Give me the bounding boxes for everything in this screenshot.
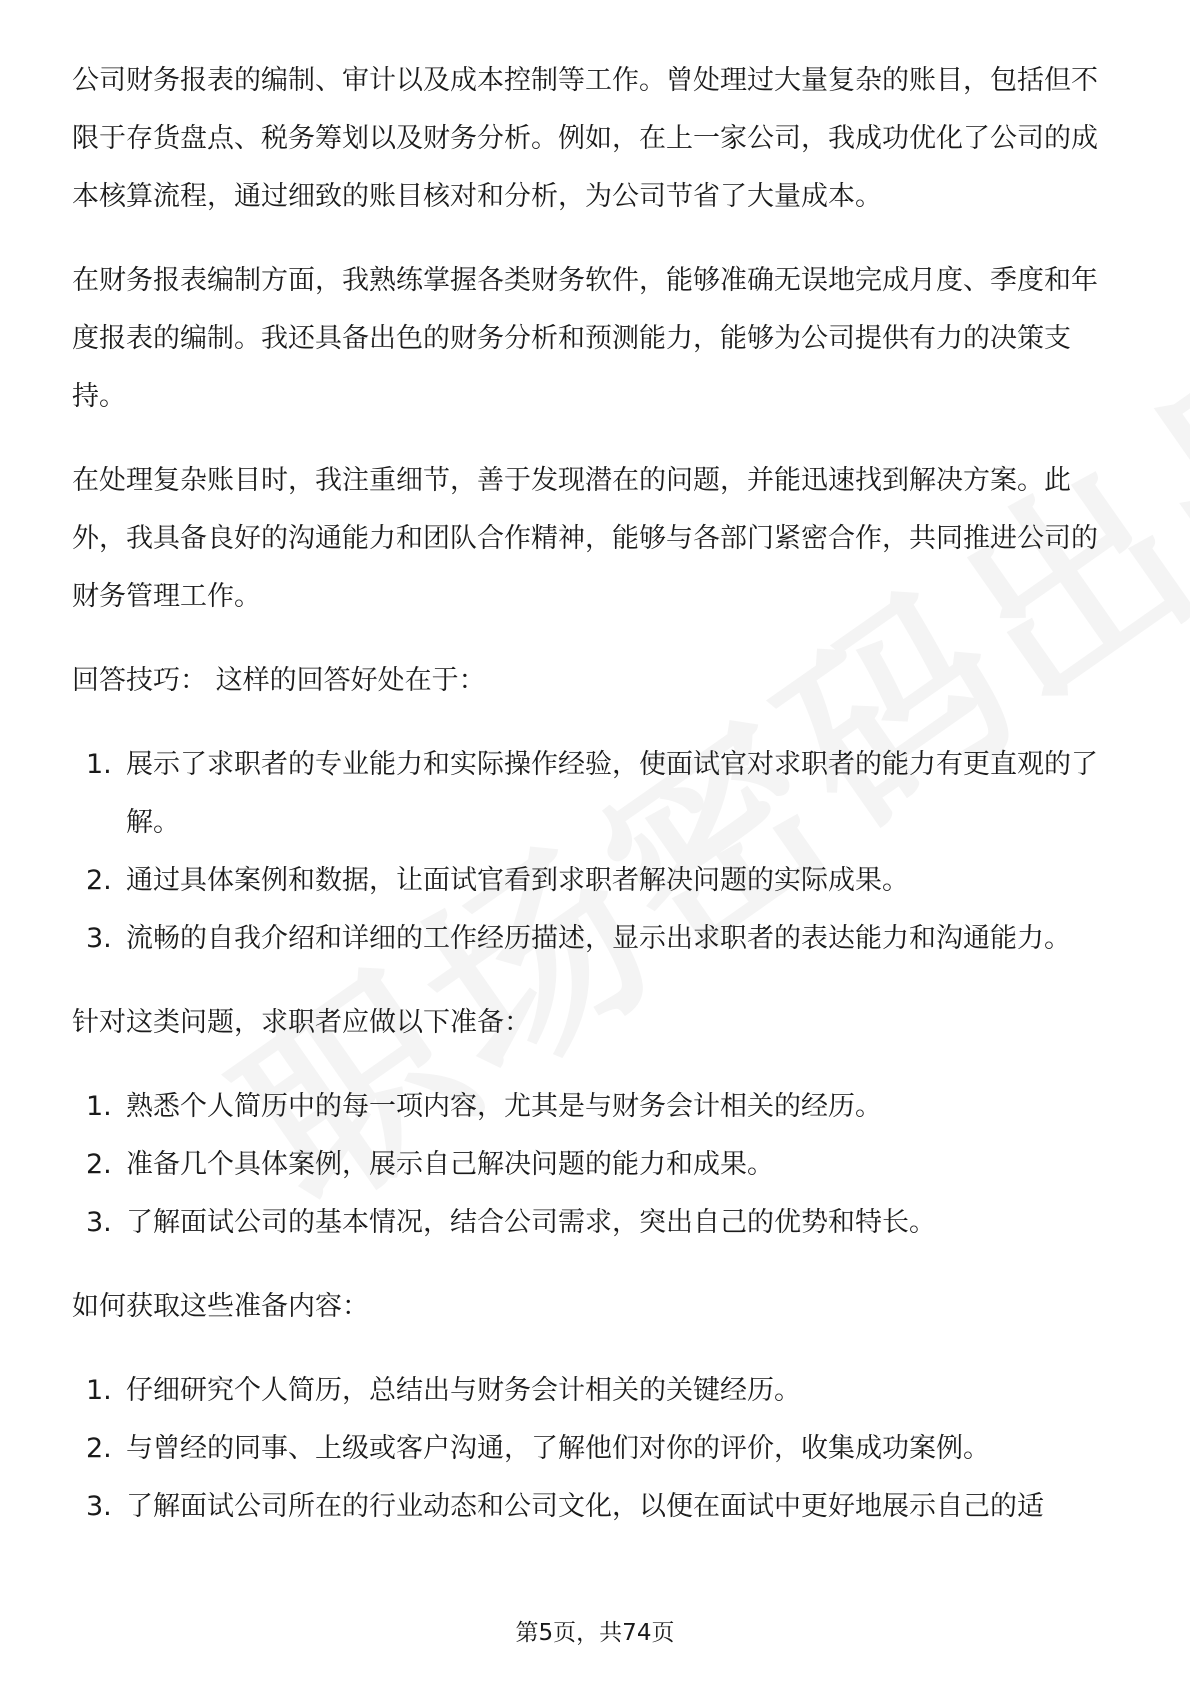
obtain-heading: 如何获取这些准备内容：: [72, 1291, 369, 1322]
list-number: 1.: [86, 1091, 112, 1122]
list-text: 与曾经的同事、上级或客户沟通，了解他们对你的评价，收集成功案例。: [126, 1433, 990, 1464]
list-text: 通过具体案例和数据，让面试官看到求职者解决问题的实际成果。: [126, 865, 909, 896]
document-body: [72, 52, 1122, 1562]
list-number: 1.: [86, 749, 112, 780]
list-text: 仔细研究个人简历，总结出与财务会计相关的关键经历。: [126, 1375, 801, 1406]
prep-heading: 针对这类问题，求职者应做以下准备：: [72, 1007, 531, 1038]
list-number: 3.: [86, 1207, 112, 1238]
tips-list: [72, 736, 1122, 968]
paragraph-reporting: 在财务报表编制方面，我熟练掌握各类财务软件，能够准确无误地完成月度、季度和年度报表的编制。我还具备出色的财务分析和预测能力，能够为公司提供有力的决策支持。: [72, 265, 1098, 412]
list-number: 3.: [86, 1491, 112, 1522]
list-item: [72, 1478, 1122, 1536]
prep-list: [72, 1078, 1122, 1252]
tips-heading: 回答技巧： 这样的回答好处在于：: [72, 665, 486, 696]
list-item: [72, 1136, 1122, 1194]
list-item: [72, 910, 1122, 968]
obtain-list: [72, 1362, 1122, 1536]
list-item: [72, 1420, 1122, 1478]
list-number: 1.: [86, 1375, 112, 1406]
list-text: 了解面试公司的基本情况，结合公司需求，突出自己的优势和特长。: [126, 1207, 936, 1238]
list-text: 展示了求职者的专业能力和实际操作经验，使面试官对求职者的能力有更直观的了解。: [126, 749, 1098, 838]
list-item: [72, 1194, 1122, 1252]
list-item: [72, 1362, 1122, 1420]
paragraph-skills: 在处理复杂账目时，我注重细节，善于发现潜在的问题，并能迅速找到解决方案。此外，我具备良好的沟通能力和团队合作精神，能够与各部门紧密合作，共同推进公司的财务管理工作。: [72, 465, 1098, 612]
page-number: 第5页，共74页: [515, 1620, 675, 1646]
list-item: [72, 852, 1122, 910]
list-text: 流畅的自我介绍和详细的工作经历描述，显示出求职者的表达能力和沟通能力。: [126, 923, 1071, 954]
list-text: 熟悉个人简历中的每一项内容，尤其是与财务会计相关的经历。: [126, 1091, 882, 1122]
list-number: 3.: [86, 923, 112, 954]
list-number: 2.: [86, 1433, 112, 1464]
list-item: [72, 1078, 1122, 1136]
paragraph-experience: 公司财务报表的编制、审计以及成本控制等工作。曾处理过大量复杂的账目，包括但不限于存货盘点、税务筹划以及财务分析。例如，在上一家公司，我成功优化了公司的成本核算流程，通过细致的账目核对和分析，为公司节省了大量成本。: [72, 65, 1098, 212]
list-text: 准备几个具体案例，展示自己解决问题的能力和成果。: [126, 1149, 774, 1180]
list-text: 了解面试公司所在的行业动态和公司文化，以便在面试中更好地展示自己的适: [126, 1491, 1044, 1522]
list-number: 2.: [86, 865, 112, 896]
list-item: [72, 736, 1122, 852]
list-number: 2.: [86, 1149, 112, 1180]
